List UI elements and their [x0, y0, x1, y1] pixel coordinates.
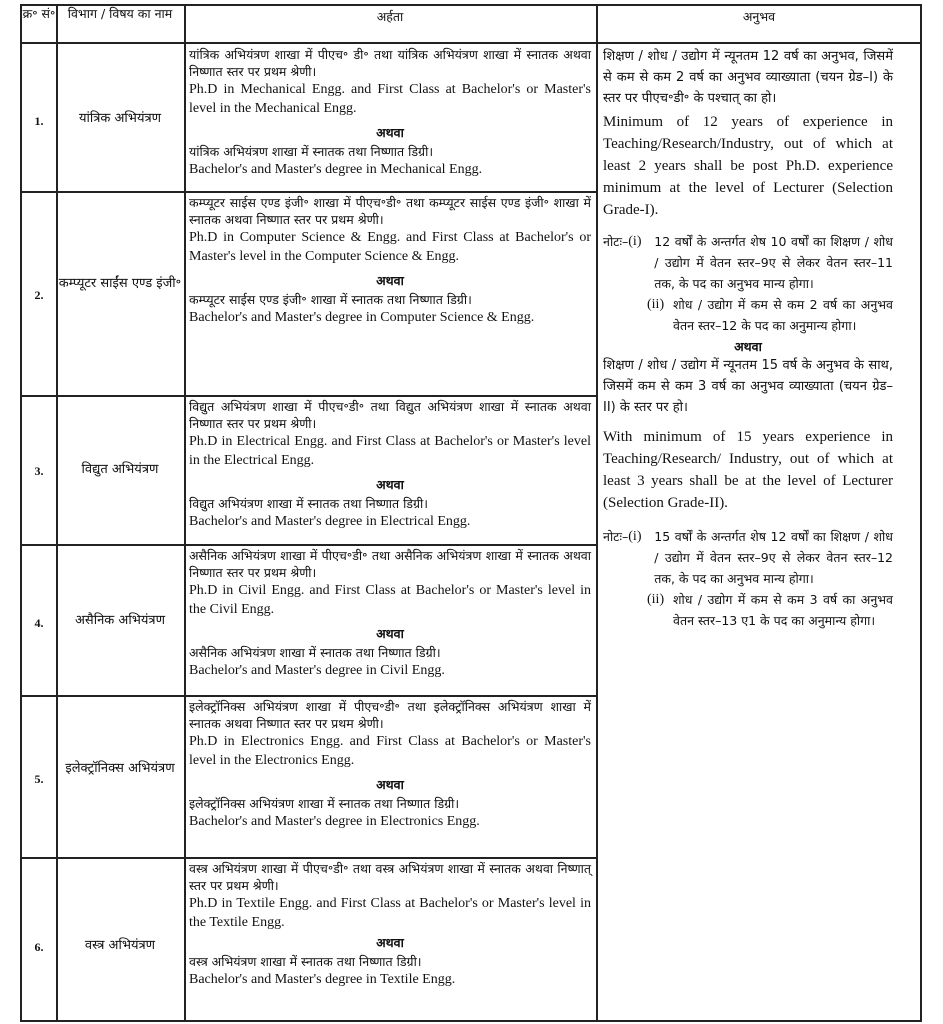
- note-item-number: (i): [628, 234, 642, 249]
- or-separator: अथवा: [376, 777, 404, 792]
- note-label: नोटः–: [603, 529, 629, 544]
- note-item-number: (ii): [647, 592, 665, 607]
- row-divider: [20, 695, 598, 697]
- note-item: [628, 526, 893, 589]
- column-divider: [56, 4, 58, 1022]
- row-subject: यांत्रिक अभियंत्रण: [78, 111, 162, 126]
- or-separator: अथवा: [376, 626, 404, 641]
- alternate-qualification-hindi: असैनिक अभियंत्रण शाखा में स्नातक तथा निष्णात डिग्री।: [189, 645, 441, 660]
- note-item: [647, 589, 893, 631]
- or-separator: अथवा: [376, 477, 404, 492]
- row-qualification: [189, 698, 591, 831]
- or-separator: अथवा: [376, 935, 404, 950]
- row-subject: इलेक्ट्रॉनिक्स अभियंत्रण: [65, 761, 175, 776]
- experience-option-1-english: Minimum of 12 years of experience in Teaching/Research/Industry, out of which at least 2 years shall be post Ph.D. experience minimum at the level of Lecturer (Selection Grade-I).: [603, 114, 893, 218]
- note-item: [647, 294, 893, 336]
- header-sno: क्र॰ सं॰: [22, 6, 56, 21]
- row-number: 2.: [34, 288, 44, 302]
- row-qualification: [189, 547, 591, 680]
- note-item-text: शोध / उद्योग में कम से कम 3 वर्ष का अनुभव वेतन स्तर–13 ए1 के पद का अनुमान्य होगा।: [673, 592, 893, 628]
- alternate-qualification-hindi: कम्प्यूटर साईस एण्ड इंजी॰ शाखा में स्नातक तथा निष्णात डिग्री।: [189, 292, 472, 307]
- header-subject: विभाग / विषय का नाम: [67, 6, 173, 21]
- table-border-right: [920, 4, 922, 1022]
- experience-option-1-hindi: शिक्षण / शोध / उद्योग में न्यूनतम 12 वर्ष का अनुभव, जिसमें से कम से कम 2 वर्ष का अनुभव व्याख्याता (चयन ग्रेड–I) के स्तर पर पीएच॰डी॰ के पश्चात् का हो।: [603, 49, 893, 106]
- row-qualification: [189, 398, 591, 531]
- header-qualification: अर्हता: [376, 9, 404, 24]
- qualification-hindi: असैनिक अभियंत्रण शाखा में पीएच॰डी॰ तथा असैनिक अभियंत्रण शाखा में स्नातक अथवा निष्णात स्तर पर प्रथम श्रेणी।: [189, 548, 591, 580]
- qualification-hindi: कम्प्यूटर साईस एण्ड इंजी॰ शाखा में पीएच॰डी॰ तथा कम्प्यूटर साईस एण्ड इंजी॰ शाखा में स्नातक अथवा निष्णात स्तर पर प्रथम श्रेणी।: [189, 195, 591, 227]
- note-item-text: 15 वर्षों के अन्तर्गत शेष 12 वर्षों का शिक्षण / शोध / उद्योग में वेतन स्तर–9ए से लेकर वेतन स्तर–12 तक, के पद का अनुभव मान्य होगा।: [654, 529, 893, 586]
- qualification-english: Ph.D in Computer Science & Engg. and First Class at Bachelor's or Master's level in the Computer Science & Engg.: [189, 230, 591, 264]
- experience-option-2-hindi: शिक्षण / शोध / उद्योग में न्यूनतम 15 वर्ष के अनुभव के साथ, जिसमें कम से कम 3 वर्ष का अनुभव व्याख्याता (चयन ग्रेड–II) के स्तर पर हो।: [603, 358, 893, 415]
- or-separator: अथवा: [376, 273, 404, 288]
- note-item-number: (ii): [647, 297, 665, 312]
- table-border-bottom: [20, 1020, 922, 1022]
- qualification-hindi: वस्त्र अभियंत्रण शाखा में पीएच॰डी॰ तथा वस्त्र अभियंत्रण शाखा में स्नातक अथवा निष्णात् स्तर पर प्रथम श्रेणी।: [189, 861, 591, 893]
- qualification-hindi: विद्युत अभियंत्रण शाखा में पीएच॰डी॰ तथा विद्युत अभियंत्रण शाखा में स्नातक अथवा निष्णात स्तर पर प्रथम श्रेणी।: [189, 399, 591, 431]
- alternate-qualification-hindi: इलेक्ट्रॉनिक्स अभियंत्रण शाखा में स्नातक तथा निष्णात डिग्री।: [189, 796, 460, 811]
- row-divider: [20, 191, 598, 193]
- header-experience: अनुभव: [742, 9, 776, 24]
- note-label: नोटः–: [603, 234, 629, 249]
- note-item-number: (i): [628, 529, 642, 544]
- row-subject: विद्युत अभियंत्रण: [81, 462, 159, 477]
- row-divider: [20, 544, 598, 546]
- qualification-english: Ph.D in Civil Engg. and First Class at Bachelor's or Master's level in the Civil Engg.: [189, 583, 591, 617]
- alternate-qualification-english: Bachelor's and Master's degree in Mechanical Engg.: [189, 162, 483, 177]
- alternate-qualification-hindi: यांत्रिक अभियंत्रण शाखा में स्नातक तथा निष्णात डिग्री।: [189, 144, 434, 159]
- alternate-qualification-english: Bachelor's and Master's degree in Computer Science & Engg.: [189, 310, 535, 325]
- experience-column: [603, 46, 893, 631]
- note-item: [628, 231, 893, 294]
- table-border-left: [20, 4, 22, 1022]
- qualification-hindi: इलेक्ट्रॉनिक्स अभियंत्रण शाखा में पीएच॰डी॰ तथा इलेक्ट्रॉनिक्स अभियंत्रण शाखा में स्नातक अथवा निष्णात स्तर पर प्रथम श्रेणी।: [189, 699, 591, 731]
- row-subject: असैनिक अभियंत्रण: [75, 613, 165, 628]
- alternate-qualification-hindi: वस्त्र अभियंत्रण शाखा में स्नातक तथा निष्णात डिग्री।: [189, 954, 422, 969]
- row-qualification: [189, 46, 591, 179]
- note-item-text: 12 वर्षों के अन्तर्गत शेष 10 वर्षों का शिक्षण / शोध / उद्योग में वेतन स्तर–9ए से लेकर वेतन स्तर–11 तक, के पद का अनुभव मान्य होगा।: [654, 234, 893, 291]
- row-qualification: [189, 194, 591, 327]
- alternate-qualification-hindi: विद्युत अभियंत्रण शाखा में स्नातक तथा निष्णात डिग्री।: [189, 496, 429, 511]
- qualification-english: Ph.D in Textile Engg. and First Class at Bachelor's or Master's level in the Textile Engg.: [189, 896, 591, 930]
- alternate-qualification-english: Bachelor's and Master's degree in Electrical Engg.: [189, 514, 471, 529]
- note-2: [603, 526, 893, 589]
- row-number: 6.: [34, 940, 44, 954]
- row-subject: वस्त्र अभियंत्रण: [84, 938, 156, 953]
- column-divider: [596, 4, 598, 1022]
- alternate-qualification-english: Bachelor's and Master's degree in Civil Engg.: [189, 663, 445, 678]
- qualification-english: Ph.D in Mechanical Engg. and First Class at Bachelor's or Master's level in the Mechanical Engg.: [189, 82, 591, 116]
- qualification-english: Ph.D in Electronics Engg. and First Class at Bachelor's or Master's level in the Electronics Engg.: [189, 734, 591, 768]
- row-number: 3.: [34, 464, 44, 478]
- row-divider: [20, 857, 598, 859]
- experience-option-2-english: With minimum of 15 years experience in Teaching/Research/ Industry, out of which at least 3 years shall be at the level of Lecturer (Selection Grade-II).: [603, 429, 893, 511]
- row-divider: [20, 395, 598, 397]
- alternate-qualification-english: Bachelor's and Master's degree in Textile Engg.: [189, 972, 456, 987]
- qualification-hindi: यांत्रिक अभियंत्रण शाखा में पीएच॰ डी॰ तथा यांत्रिक अभियंत्रण शाखा में स्नातक अथवा निष्णात स्तर पर प्रथम श्रेणी।: [189, 47, 591, 79]
- note-item-text: शोध / उद्योग में कम से कम 2 वर्ष का अनुभव वेतन स्तर–12 के पद का अनुमान्य होगा।: [673, 297, 893, 333]
- row-qualification: [189, 860, 591, 989]
- row-number: 4.: [34, 616, 44, 630]
- header-divider: [20, 42, 922, 44]
- row-number: 5.: [34, 772, 44, 786]
- row-number: 1.: [34, 114, 44, 128]
- alternate-qualification-english: Bachelor's and Master's degree in Electronics Engg.: [189, 814, 480, 829]
- or-separator: अथवा: [376, 125, 404, 140]
- or-separator: अथवा: [734, 339, 762, 354]
- column-divider: [184, 4, 186, 1022]
- row-subject: कम्प्यूटर साईंस एण्ड इंजी॰: [58, 276, 182, 291]
- note-1: [603, 231, 893, 294]
- qualification-english: Ph.D in Electrical Engg. and First Class at Bachelor's or Master's level in the Electrical Engg.: [189, 434, 591, 468]
